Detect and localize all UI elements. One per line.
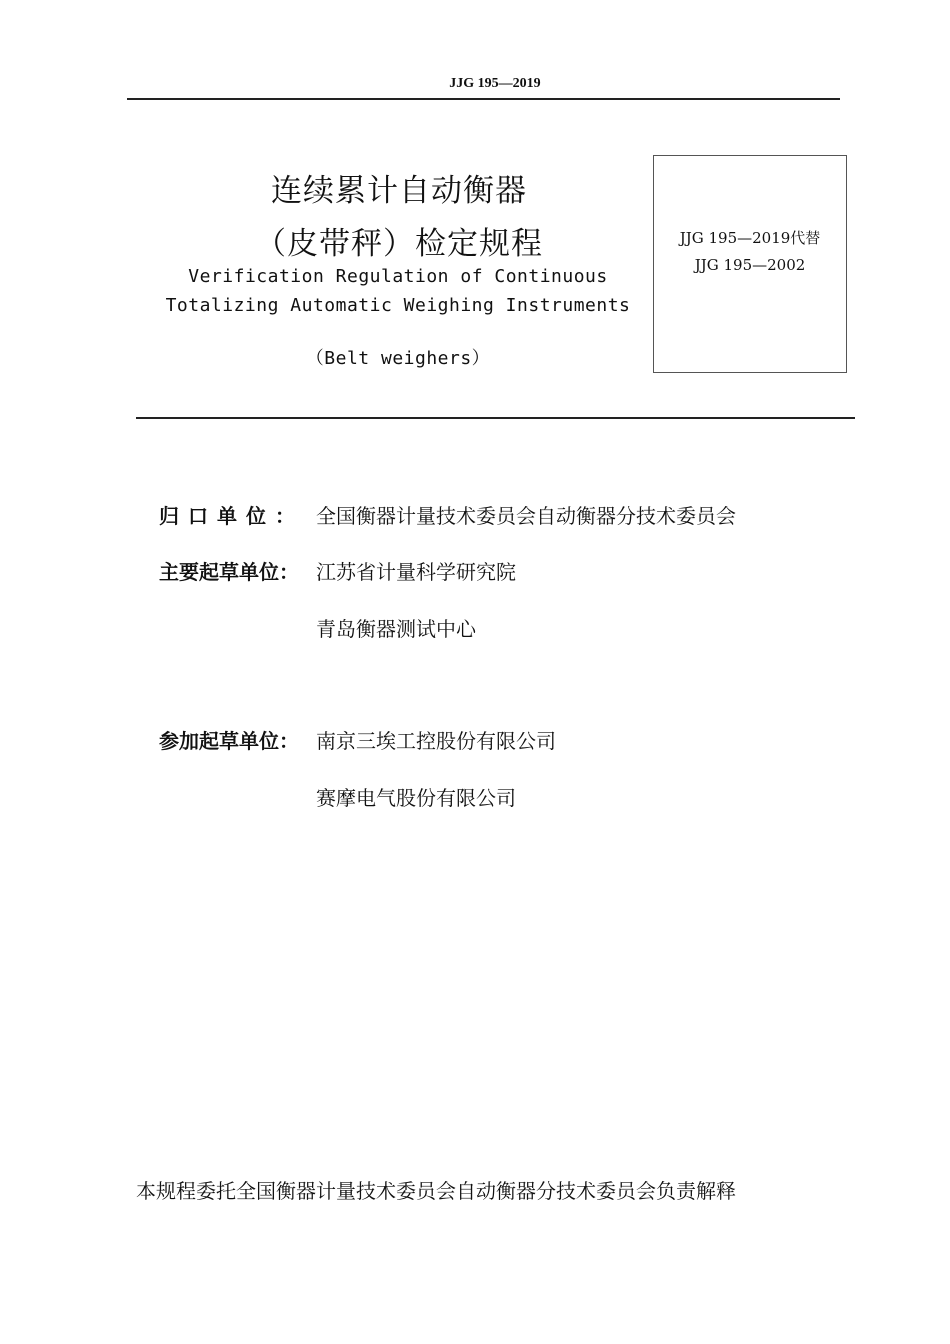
main-drafting-unit-1: 江苏省计量科学研究院 (316, 560, 516, 584)
title-chinese-line-2: （皮带秤）检定规程 (255, 226, 543, 262)
main-drafting-unit-2: 青岛衡器测试中心 (316, 617, 476, 641)
title-english-line-1: Verification Regulation of Continuous (188, 266, 608, 287)
title-english-line-3: （Belt weighers） (305, 348, 491, 369)
participating-unit-1: 南京三埃工控股份有限公司 (316, 729, 556, 753)
replacement-info-box (653, 155, 847, 373)
standard-code-header: JJG 195—2019 (449, 76, 541, 91)
responsible-unit-label: 归口单位： (159, 504, 304, 528)
participating-unit-2: 赛摩电气股份有限公司 (316, 786, 516, 810)
responsible-unit-value: 全国衡器计量技术委员会自动衡器分技术委员会 (316, 504, 736, 528)
interpretation-note: 本规程委托全国衡器计量技术委员会自动衡器分技术委员会负责解释 (136, 1179, 736, 1203)
header-rule (127, 98, 840, 100)
main-drafting-unit-label: 主要起草单位： (159, 560, 299, 584)
replacement-line-1: JJG 195—2019代替 (679, 229, 821, 247)
title-chinese-line-1: 连续累计自动衡器 (271, 173, 527, 209)
title-rule (136, 417, 855, 419)
replacement-line-2: JJG 195—2002 (694, 256, 806, 274)
participating-unit-label: 参加起草单位： (159, 729, 299, 753)
title-english-line-2: Totalizing Automatic Weighing Instruments (165, 295, 631, 316)
